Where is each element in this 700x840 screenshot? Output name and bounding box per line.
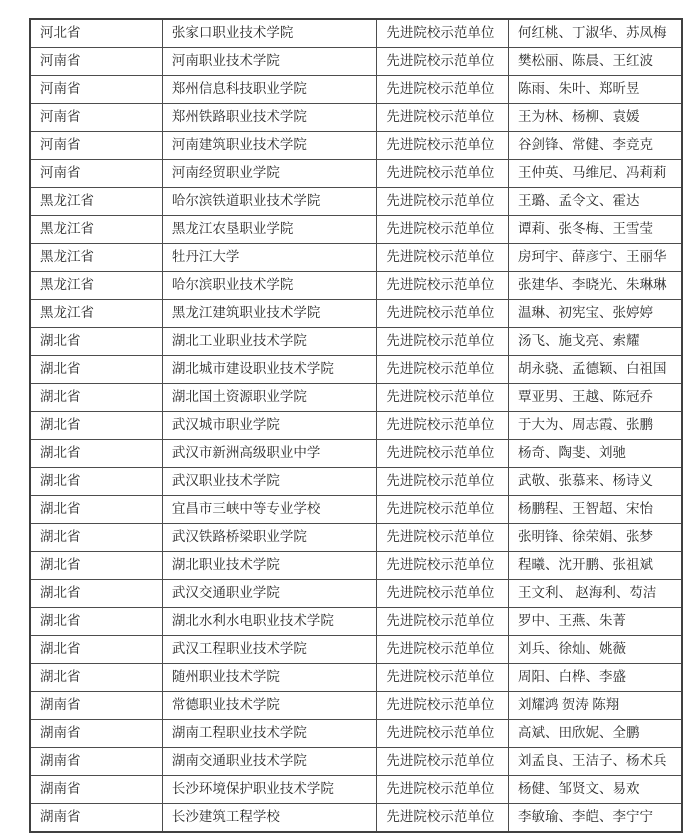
cell-award: 先进院校示范单位: [377, 748, 509, 776]
table-row: [30, 664, 682, 692]
cell-school: 哈尔滨铁道职业技术学院: [162, 188, 377, 216]
cell-school: 长沙建筑工程学校: [162, 804, 377, 833]
cell-school: 湖北国土资源职业学院: [162, 384, 377, 412]
table-row: [30, 272, 682, 300]
cell-names: 刘孟良、王洁子、杨术兵: [509, 748, 682, 776]
table-row: [30, 720, 682, 748]
cell-school: 武汉市新洲高级职业中学: [162, 440, 377, 468]
cell-award: 先进院校示范单位: [377, 384, 509, 412]
cell-award: 先进院校示范单位: [377, 552, 509, 580]
cell-names: 杨鹏程、王智超、宋怡: [509, 496, 682, 524]
cell-award: 先进院校示范单位: [377, 132, 509, 160]
cell-school: 湖北水利水电职业技术学院: [162, 608, 377, 636]
cell-school: 河南经贸职业学院: [162, 160, 377, 188]
cell-province: 河南省: [30, 160, 162, 188]
cell-school: 郑州铁路职业技术学院: [162, 104, 377, 132]
cell-province: 湖南省: [30, 720, 162, 748]
cell-province: 黑龙江省: [30, 300, 162, 328]
table-row: [30, 300, 682, 328]
table-row: [30, 748, 682, 776]
table-row: [30, 188, 682, 216]
cell-province: 湖北省: [30, 384, 162, 412]
table-row: [30, 19, 682, 48]
cell-province: 河南省: [30, 76, 162, 104]
cell-names: 于大为、周志霞、张鹏: [509, 412, 682, 440]
cell-province: 湖北省: [30, 524, 162, 552]
cell-award: 先进院校示范单位: [377, 608, 509, 636]
cell-province: 黑龙江省: [30, 188, 162, 216]
cell-award: 先进院校示范单位: [377, 636, 509, 664]
cell-province: 黑龙江省: [30, 244, 162, 272]
cell-names: 程曦、沈开鹏、张祖斌: [509, 552, 682, 580]
cell-province: 湖南省: [30, 776, 162, 804]
cell-names: 罗中、王燕、朱菁: [509, 608, 682, 636]
cell-province: 湖北省: [30, 664, 162, 692]
cell-award: 先进院校示范单位: [377, 720, 509, 748]
table-row: [30, 608, 682, 636]
cell-award: 先进院校示范单位: [377, 19, 509, 48]
table-row: [30, 440, 682, 468]
cell-province: 黑龙江省: [30, 216, 162, 244]
cell-province: 湖北省: [30, 608, 162, 636]
table-row: [30, 356, 682, 384]
cell-school: 郑州信息科技职业学院: [162, 76, 377, 104]
cell-names: 房珂宇、薛彦宁、王丽华: [509, 244, 682, 272]
cell-names: 张明锋、徐荣娟、张梦: [509, 524, 682, 552]
cell-school: 牡丹江大学: [162, 244, 377, 272]
cell-names: 李敏瑜、李皑、李宁宁: [509, 804, 682, 833]
cell-award: 先进院校示范单位: [377, 104, 509, 132]
table-row: [30, 244, 682, 272]
cell-award: 先进院校示范单位: [377, 524, 509, 552]
cell-school: 武汉工程职业技术学院: [162, 636, 377, 664]
award-table-body: [30, 19, 682, 832]
cell-award: 先进院校示范单位: [377, 356, 509, 384]
cell-school: 湖南工程职业技术学院: [162, 720, 377, 748]
cell-school: 河南职业技术学院: [162, 48, 377, 76]
table-row: [30, 776, 682, 804]
cell-award: 先进院校示范单位: [377, 160, 509, 188]
cell-award: 先进院校示范单位: [377, 188, 509, 216]
cell-names: 樊松丽、陈晨、王红波: [509, 48, 682, 76]
cell-names: 高斌、田欣妮、全鹏: [509, 720, 682, 748]
table-row: [30, 76, 682, 104]
cell-school: 湖北工业职业技术学院: [162, 328, 377, 356]
cell-school: 武汉交通职业学院: [162, 580, 377, 608]
table-row: [30, 580, 682, 608]
cell-award: 先进院校示范单位: [377, 244, 509, 272]
table-row: [30, 692, 682, 720]
cell-school: 河南建筑职业技术学院: [162, 132, 377, 160]
cell-province: 河南省: [30, 104, 162, 132]
award-table: [29, 18, 683, 833]
cell-province: 湖南省: [30, 692, 162, 720]
cell-award: 先进院校示范单位: [377, 776, 509, 804]
cell-school: 武汉城市职业学院: [162, 412, 377, 440]
cell-province: 湖北省: [30, 356, 162, 384]
cell-province: 湖北省: [30, 440, 162, 468]
table-row: [30, 132, 682, 160]
cell-award: 先进院校示范单位: [377, 76, 509, 104]
cell-names: 谷剑锋、常健、李竞克: [509, 132, 682, 160]
cell-province: 河南省: [30, 132, 162, 160]
cell-province: 河南省: [30, 48, 162, 76]
table-row: [30, 804, 682, 833]
table-row: [30, 524, 682, 552]
cell-names: 杨奇、陶斐、刘驰: [509, 440, 682, 468]
cell-names: 何红桃、丁淑华、苏凤梅: [509, 19, 682, 48]
cell-province: 湖北省: [30, 328, 162, 356]
cell-names: 王为林、杨柳、袁媛: [509, 104, 682, 132]
cell-province: 河北省: [30, 19, 162, 48]
cell-award: 先进院校示范单位: [377, 328, 509, 356]
table-row: [30, 160, 682, 188]
cell-award: 先进院校示范单位: [377, 692, 509, 720]
cell-school: 武汉职业技术学院: [162, 468, 377, 496]
cell-award: 先进院校示范单位: [377, 272, 509, 300]
cell-province: 湖南省: [30, 804, 162, 833]
table-row: [30, 328, 682, 356]
cell-province: 湖北省: [30, 552, 162, 580]
cell-school: 宜昌市三峡中等专业学校: [162, 496, 377, 524]
cell-names: 胡永骁、孟德颖、白祖国: [509, 356, 682, 384]
cell-names: 杨健、邹贤文、易欢: [509, 776, 682, 804]
cell-names: 温琳、初宪宝、张婷婷: [509, 300, 682, 328]
cell-school: 湖南交通职业技术学院: [162, 748, 377, 776]
cell-award: 先进院校示范单位: [377, 664, 509, 692]
cell-school: 长沙环境保护职业技术学院: [162, 776, 377, 804]
cell-names: 武敬、张慕来、杨诗义: [509, 468, 682, 496]
cell-award: 先进院校示范单位: [377, 468, 509, 496]
cell-names: 陈雨、朱叶、郑昕昱: [509, 76, 682, 104]
cell-award: 先进院校示范单位: [377, 216, 509, 244]
cell-school: 湖北城市建设职业技术学院: [162, 356, 377, 384]
cell-province: 湖南省: [30, 748, 162, 776]
cell-school: 哈尔滨职业技术学院: [162, 272, 377, 300]
cell-school: 黑龙江农垦职业学院: [162, 216, 377, 244]
table-row: [30, 636, 682, 664]
cell-award: 先进院校示范单位: [377, 48, 509, 76]
table-row: [30, 412, 682, 440]
cell-province: 黑龙江省: [30, 272, 162, 300]
cell-award: 先进院校示范单位: [377, 412, 509, 440]
cell-names: 谭莉、张冬梅、王雪莹: [509, 216, 682, 244]
cell-names: 王璐、孟令文、霍达: [509, 188, 682, 216]
cell-province: 湖北省: [30, 580, 162, 608]
cell-award: 先进院校示范单位: [377, 496, 509, 524]
cell-school: 湖北职业技术学院: [162, 552, 377, 580]
cell-school: 黑龙江建筑职业技术学院: [162, 300, 377, 328]
cell-award: 先进院校示范单位: [377, 300, 509, 328]
cell-school: 张家口职业技术学院: [162, 19, 377, 48]
cell-province: 湖北省: [30, 468, 162, 496]
cell-names: 覃亚男、王越、陈冠乔: [509, 384, 682, 412]
cell-names: 张建华、李晓光、朱琳琳: [509, 272, 682, 300]
cell-names: 汤飞、施戈亮、索耀: [509, 328, 682, 356]
table-row: [30, 216, 682, 244]
cell-names: 刘耀鸿 贺涛 陈翔: [509, 692, 682, 720]
cell-province: 湖北省: [30, 636, 162, 664]
cell-province: 湖北省: [30, 496, 162, 524]
cell-names: 周阳、白桦、李盛: [509, 664, 682, 692]
cell-names: 刘兵、徐灿、姚薇: [509, 636, 682, 664]
cell-award: 先进院校示范单位: [377, 580, 509, 608]
table-row: [30, 468, 682, 496]
cell-award: 先进院校示范单位: [377, 804, 509, 833]
cell-school: 随州职业技术学院: [162, 664, 377, 692]
cell-award: 先进院校示范单位: [377, 440, 509, 468]
table-row: [30, 384, 682, 412]
cell-names: 王文利、 赵海利、芶洁: [509, 580, 682, 608]
table-row: [30, 48, 682, 76]
table-row: [30, 496, 682, 524]
cell-school: 常德职业技术学院: [162, 692, 377, 720]
table-row: [30, 552, 682, 580]
cell-province: 湖北省: [30, 412, 162, 440]
cell-school: 武汉铁路桥梁职业学院: [162, 524, 377, 552]
cell-names: 王仲英、马维尼、冯莉莉: [509, 160, 682, 188]
table-row: [30, 104, 682, 132]
